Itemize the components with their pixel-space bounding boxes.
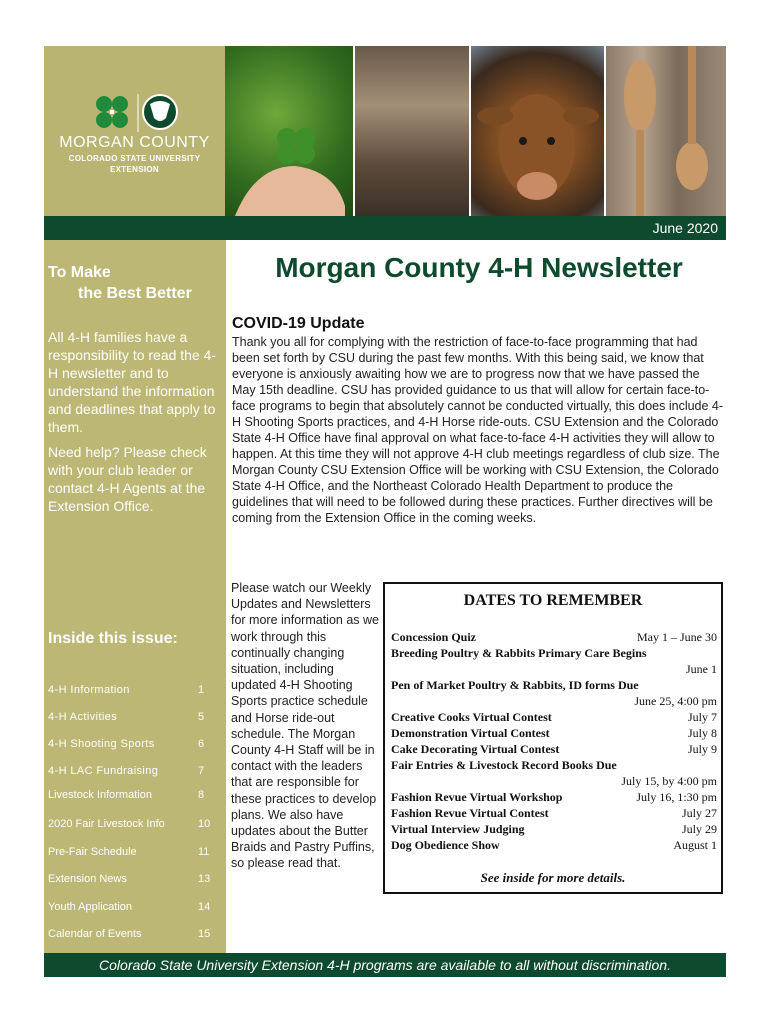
toc-item-title: Calendar of Events — [48, 928, 142, 940]
toc-item[interactable] — [48, 928, 218, 940]
brand-line1: COLORADO STATE UNIVERSITY — [68, 154, 201, 163]
event-name: Pen of Market Poultry & Rabbits, ID forms Due — [391, 678, 639, 692]
toc-item-title: 4-H Information — [48, 684, 130, 696]
event-item — [391, 677, 717, 709]
event-name: Creative Cooks Virtual Contest — [391, 710, 552, 724]
toc-item-page: 8 — [198, 789, 205, 801]
sidebar-heading-line1: To Make — [48, 264, 111, 281]
event-date: May 1 – June 30 — [637, 630, 717, 644]
weekly-updates-text: Please watch our Weekly Updates and Newsletters for more information as we work through this continually changing situation, including updated 4-H Shooting Sports practice schedule and Horse ride-out schedule. The Morgan County 4-H Staff will be in contact with the leaders that are responsible for these practices to develop plans. We also have updates about the Butter Braids and Pastry Puffins, so please read that. — [231, 581, 379, 871]
toc-item[interactable] — [48, 765, 218, 777]
event-item — [391, 725, 717, 741]
sidebar-heading-line2: the Best Better — [78, 285, 192, 302]
toc-item-page: 14 — [198, 901, 211, 913]
header-banner — [44, 46, 726, 216]
brand-title: MORGAN COUNTY — [59, 134, 210, 151]
sidebar — [44, 240, 226, 953]
toc-item-title: 4-H LAC Fundraising — [48, 765, 159, 777]
clover-logo-icon — [90, 92, 182, 138]
logo-panel — [44, 46, 225, 216]
event-date: August 1 — [673, 838, 717, 852]
brand-line2: EXTENSION — [110, 165, 159, 174]
event-item — [391, 789, 717, 805]
event-date: July 16, 1:30 pm — [636, 790, 717, 804]
toc-item-page: 13 — [198, 873, 211, 885]
event-name: Fashion Revue Virtual Contest — [391, 806, 549, 820]
sidebar-help-text: Need help? Please check with your club leader or contact 4-H Agents at the Extension Office. — [48, 444, 207, 514]
event-date: July 15, by 4:00 pm — [621, 774, 717, 788]
toc-item-title: Youth Application — [48, 901, 132, 913]
footer-text: Colorado State University Extension 4-H programs are available to all without discrimination. — [99, 957, 671, 973]
event-name: Fashion Revue Virtual Workshop — [391, 790, 563, 804]
event-name: Virtual Interview Judging — [391, 822, 525, 836]
dates-to-remember-box — [383, 582, 723, 894]
covid-heading: COVID-19 Update — [232, 315, 365, 332]
sidebar-responsibility-text: All 4-H families have a responsibility to read the 4-H newsletter and to understand the information and deadlines that apply to them. — [48, 329, 217, 435]
event-name: Cake Decorating Virtual Contest — [391, 742, 560, 756]
covid-body-text: Thank you all for complying with the restriction of face-to-face programming that had been set forth by CSU during the past few months. With this being said, we know that everyone is anxiously awaiting how we are to progress now that we have passed the May 15th deadline. CSU has provided guidance to us that will allow for certain face-to-face programs to begin that absolutely cannot be conducted virtually, this does include 4-H Shooting Sports practices, and 4-H Horse ride-outs. CSU Extension and the Colorado State 4-H Office have final approval on what face-to-face 4-H activities they will allow to happen. At this time they will not approve 4-H club meetings regardless of club size. The Morgan County CSU Extension Office will be working with CSU Extension, the Colorado State 4-H Office, and the Northeast Colorado Health Department to produce the guidelines that will need to be followed during these practices. Further directives will be coming from the Extension Office in the coming weeks. — [232, 335, 724, 525]
event-item — [391, 757, 717, 789]
event-date: July 8 — [687, 726, 717, 740]
toc-item-page: 5 — [198, 711, 205, 723]
toc-item-title: Livestock Information — [48, 789, 152, 801]
page-title: Morgan County 4-H Newsletter — [275, 252, 683, 283]
toc-item-title: Extension News — [48, 873, 127, 885]
event-item — [391, 629, 717, 645]
toc-item-page: 15 — [198, 928, 211, 940]
toc-item[interactable] — [48, 684, 218, 696]
event-item — [391, 805, 717, 821]
toc-item-title: Pre-Fair Schedule — [48, 846, 137, 858]
footer-bar — [44, 953, 726, 977]
calf-photo — [471, 46, 604, 216]
inside-issue-heading: Inside this issue: — [48, 630, 178, 647]
toc-item-title: 2020 Fair Livestock Info — [48, 818, 165, 830]
toc-item-page: 10 — [198, 818, 211, 830]
dates-footer-note: See inside for more details. — [480, 870, 626, 885]
event-name: Concession Quiz — [391, 630, 477, 644]
toc-item[interactable] — [48, 901, 218, 913]
toc-item-title: 4-H Shooting Sports — [48, 738, 155, 750]
issue-date: June 2020 — [652, 220, 718, 236]
toc-item[interactable] — [48, 846, 218, 858]
toc-item[interactable] — [48, 738, 218, 750]
toc-item[interactable] — [48, 818, 218, 830]
event-date: July 27 — [681, 806, 717, 820]
clover-hand-photo — [225, 46, 353, 216]
event-item — [391, 709, 717, 725]
event-name: Fair Entries & Livestock Record Books Due — [391, 758, 617, 772]
date-strip — [44, 216, 726, 240]
wooden-spoons-photo — [606, 46, 726, 216]
event-date: June 25, 4:00 pm — [634, 694, 717, 708]
dates-title: DATES TO REMEMBER — [463, 592, 643, 609]
event-item — [391, 837, 717, 853]
event-item — [391, 741, 717, 757]
toc-item-page: 6 — [198, 738, 205, 750]
toc-item-title: 4-H Activities — [48, 711, 118, 723]
toc-item-page: 1 — [198, 684, 205, 696]
event-item — [391, 821, 717, 837]
garden-bed-photo — [355, 46, 469, 216]
event-date: July 9 — [687, 742, 717, 756]
event-date: July 29 — [681, 822, 717, 836]
event-date: June 1 — [686, 662, 717, 676]
toc-item[interactable] — [48, 873, 218, 885]
toc-item[interactable] — [48, 711, 218, 723]
event-name: Breeding Poultry & Rabbits Primary Care Begins — [391, 646, 647, 660]
toc-item[interactable] — [48, 789, 218, 801]
event-name: Demonstration Virtual Contest — [391, 726, 550, 740]
event-item — [391, 645, 717, 677]
toc-item-page: 11 — [198, 846, 210, 858]
event-date: July 7 — [687, 710, 717, 724]
toc-item-page: 7 — [198, 765, 205, 777]
event-name: Dog Obedience Show — [391, 838, 500, 852]
